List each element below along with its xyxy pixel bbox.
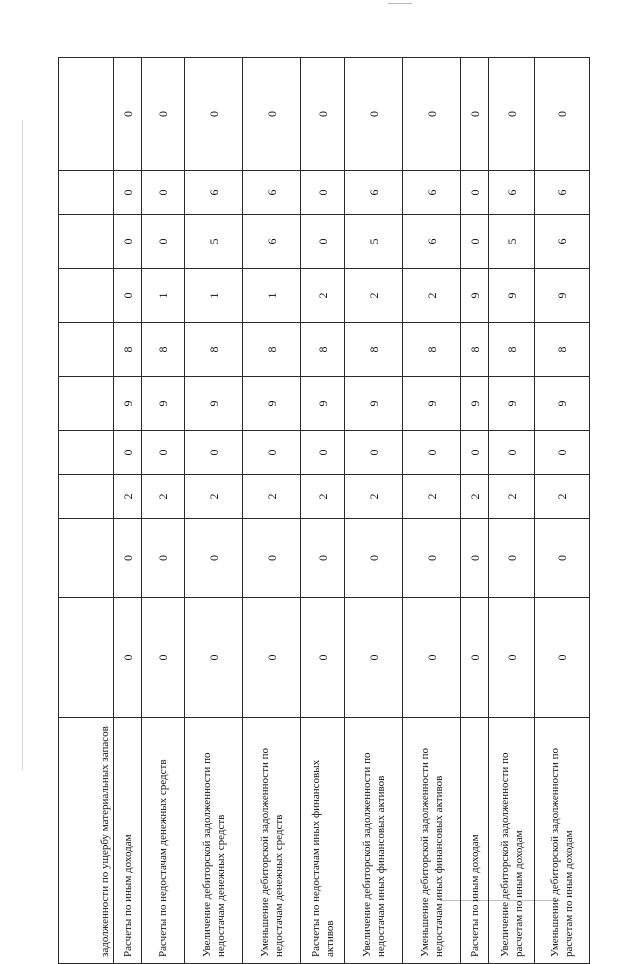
code-cell: 5 <box>489 215 535 269</box>
code-cell: 0 <box>185 519 243 598</box>
code-cell: 0 <box>345 58 403 171</box>
code-cell: 0 <box>345 519 403 598</box>
code-cell: 1 <box>142 269 185 323</box>
code-cell: 0 <box>243 519 301 598</box>
code-cell: 0 <box>461 598 489 718</box>
code-cell: 0 <box>461 431 489 475</box>
code-cell: 0 <box>142 431 185 475</box>
code-cell <box>59 269 114 323</box>
code-cell: 0 <box>345 431 403 475</box>
table-row <box>345 58 403 964</box>
code-cell: 0 <box>403 598 461 718</box>
code-cell: 0 <box>243 58 301 171</box>
table-row <box>59 58 114 964</box>
code-cell: 2 <box>403 269 461 323</box>
code-cell: 8 <box>489 323 535 377</box>
code-cell: 0 <box>142 598 185 718</box>
code-cell: 2 <box>243 475 301 519</box>
code-cell: 0 <box>114 519 142 598</box>
code-cell: 9 <box>243 377 301 431</box>
table-row <box>489 58 535 964</box>
code-cell: 0 <box>489 598 535 718</box>
code-cell: 0 <box>114 171 142 215</box>
code-cell: 1 <box>243 269 301 323</box>
code-cell: 0 <box>301 215 345 269</box>
table-row <box>185 58 243 964</box>
table-row <box>114 58 142 964</box>
code-cell: 9 <box>403 377 461 431</box>
code-cell: 0 <box>489 58 535 171</box>
scan-edge-mark <box>22 120 23 770</box>
code-cell: 6 <box>535 171 590 215</box>
row-label: Уменьшение дебиторской задолженности по расчетам по иным доходам <box>535 718 590 964</box>
row-label: Уменьшение дебиторской задолженности по недостачам иных финансовых активов <box>403 718 461 964</box>
code-cell: 8 <box>301 323 345 377</box>
table-body <box>59 58 590 964</box>
code-cell: 9 <box>489 377 535 431</box>
code-cell: 9 <box>461 269 489 323</box>
code-cell: 2 <box>345 475 403 519</box>
code-cell: 0 <box>345 598 403 718</box>
code-cell: 9 <box>345 377 403 431</box>
code-cell: 9 <box>489 269 535 323</box>
code-cell: 2 <box>142 475 185 519</box>
code-cell: 6 <box>243 215 301 269</box>
code-cell: 0 <box>535 431 590 475</box>
code-cell: 0 <box>185 58 243 171</box>
code-cell: 9 <box>114 377 142 431</box>
code-cell: 0 <box>114 215 142 269</box>
code-cell: 1 <box>185 269 243 323</box>
code-cell: 0 <box>489 519 535 598</box>
code-cell: 0 <box>243 598 301 718</box>
table-row <box>301 58 345 964</box>
code-cell: 0 <box>142 215 185 269</box>
code-cell: 0 <box>403 58 461 171</box>
code-cell: 0 <box>301 431 345 475</box>
code-cell: 0 <box>301 519 345 598</box>
code-cell: 0 <box>185 431 243 475</box>
code-cell: 0 <box>535 58 590 171</box>
code-cell: 2 <box>461 475 489 519</box>
table-row <box>535 58 590 964</box>
scan-edge-mark <box>388 3 412 4</box>
code-cell: 0 <box>142 171 185 215</box>
row-label: Расчеты по иным доходам <box>461 718 489 964</box>
table-row <box>243 58 301 964</box>
code-cell <box>59 475 114 519</box>
code-cell: 5 <box>345 215 403 269</box>
code-cell: 5 <box>185 215 243 269</box>
row-label: Расчеты по иным доходам <box>114 718 142 964</box>
row-label: Уменьшение дебиторской задолженности по недостачам денежных средств <box>243 718 301 964</box>
row-label: Увеличение дебиторской задолженности по расчетам по иным доходам <box>489 718 535 964</box>
code-cell: 2 <box>301 475 345 519</box>
code-cell: 0 <box>403 431 461 475</box>
code-cell: 2 <box>185 475 243 519</box>
code-cell: 8 <box>142 323 185 377</box>
code-cell: 2 <box>301 269 345 323</box>
code-cell: 9 <box>185 377 243 431</box>
code-cell: 0 <box>114 598 142 718</box>
code-cell: 0 <box>114 269 142 323</box>
code-cell: 0 <box>142 519 185 598</box>
code-cell: 8 <box>345 323 403 377</box>
code-cell: 2 <box>114 475 142 519</box>
row-label: Расчеты по недостачам иных финансовых активов <box>301 718 345 964</box>
code-cell: 0 <box>114 431 142 475</box>
code-cell <box>59 215 114 269</box>
code-cell: 9 <box>301 377 345 431</box>
code-cell <box>59 377 114 431</box>
code-cell: 6 <box>345 171 403 215</box>
rotated-page <box>58 58 589 964</box>
code-cell: 0 <box>301 58 345 171</box>
code-cell: 6 <box>403 215 461 269</box>
code-cell: 9 <box>461 377 489 431</box>
code-cell: 2 <box>403 475 461 519</box>
code-cell: 0 <box>403 519 461 598</box>
code-cell: 0 <box>461 58 489 171</box>
code-cell: 0 <box>461 215 489 269</box>
code-cell <box>59 519 114 598</box>
table-row <box>461 58 489 964</box>
code-cell: 6 <box>535 215 590 269</box>
code-cell: 8 <box>535 323 590 377</box>
code-cell <box>59 323 114 377</box>
code-cell: 0 <box>142 58 185 171</box>
code-cell: 0 <box>185 598 243 718</box>
code-cell: 0 <box>243 431 301 475</box>
code-cell: 0 <box>301 598 345 718</box>
code-cell: 6 <box>403 171 461 215</box>
code-cell: 0 <box>535 598 590 718</box>
account-codes-table <box>58 57 590 964</box>
row-label: Увеличение дебиторской задолженности по недостачам денежных средств <box>185 718 243 964</box>
table-row <box>403 58 461 964</box>
row-label: задолженности по ущербу материальных запасов <box>59 718 114 964</box>
code-cell: 8 <box>185 323 243 377</box>
code-cell: 8 <box>114 323 142 377</box>
code-cell: 2 <box>345 269 403 323</box>
code-cell: 9 <box>535 377 590 431</box>
table-row <box>142 58 185 964</box>
code-cell <box>59 598 114 718</box>
code-cell <box>59 58 114 171</box>
code-cell: 2 <box>489 475 535 519</box>
code-cell: 8 <box>461 323 489 377</box>
row-label: Увеличение дебиторской задолженности по недостачам иных финансовых активов <box>345 718 403 964</box>
code-cell: 0 <box>461 171 489 215</box>
code-cell: 8 <box>243 323 301 377</box>
code-cell: 0 <box>461 519 489 598</box>
code-cell: 0 <box>301 171 345 215</box>
code-cell: 6 <box>489 171 535 215</box>
code-cell: 6 <box>185 171 243 215</box>
code-cell: 0 <box>535 519 590 598</box>
code-cell <box>59 171 114 215</box>
code-cell: 6 <box>243 171 301 215</box>
code-cell <box>59 431 114 475</box>
code-cell: 9 <box>142 377 185 431</box>
code-cell: 0 <box>114 58 142 171</box>
code-cell: 8 <box>403 323 461 377</box>
code-cell: 2 <box>535 475 590 519</box>
row-label: Расчеты по недостачам денежных средств <box>142 718 185 964</box>
code-cell: 9 <box>535 269 590 323</box>
code-cell: 0 <box>489 431 535 475</box>
